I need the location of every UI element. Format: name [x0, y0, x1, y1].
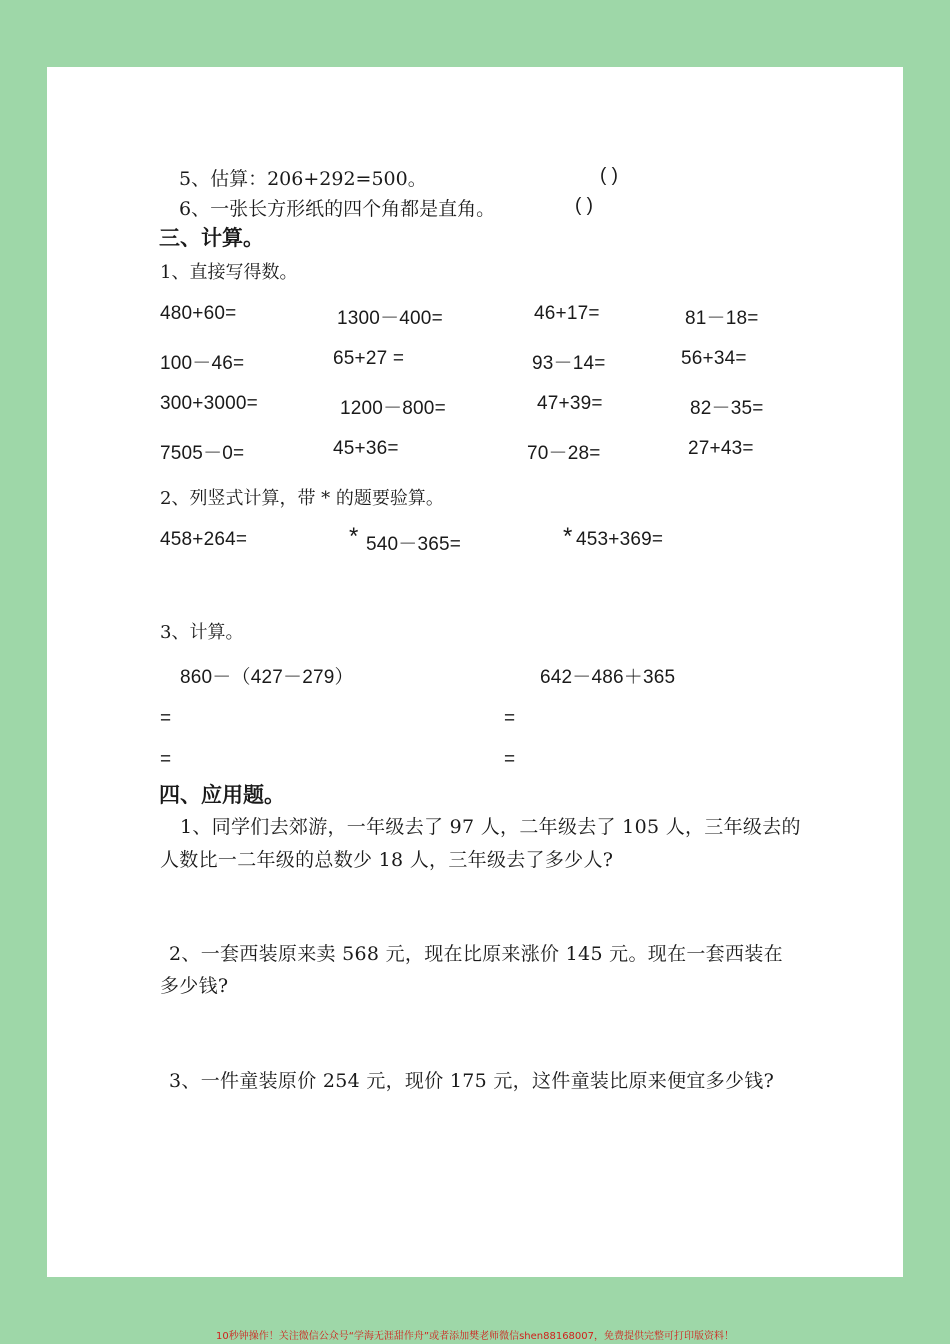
- mental-calc-r2-c1: 100－46=: [160, 353, 245, 374]
- check-star-mark: *: [563, 523, 573, 550]
- mental-calc-r3-c1: 300+3000=: [160, 393, 258, 414]
- answer-paren-6: ( ): [575, 195, 593, 216]
- part-3-title: 3、计算。: [160, 622, 244, 643]
- equals-sign: =: [160, 708, 172, 729]
- word-problem-2-line-2: 多少钱?: [160, 975, 229, 997]
- compute-right-expression: 642－486＋365: [540, 667, 676, 688]
- part-2-title: 2、列竖式计算，带 * 的题要验算。: [160, 488, 444, 509]
- equals-sign: =: [504, 708, 516, 729]
- word-problem-1-line-2: 人数比一二年级的总数少 18 人，三年级去了多少人?: [160, 849, 614, 871]
- judgement-item-6: 6、一张长方形纸的四个角都是直角。: [179, 198, 496, 220]
- mental-calc-r3-c3: 47+39=: [537, 393, 603, 414]
- mental-calc-r2-c2: 65+27 =: [333, 348, 405, 369]
- word-problem-3: 3、一件童装原价 254 元，现价 175 元，这件童装比原来便宜多少钱?: [169, 1070, 775, 1092]
- vertical-calc-3: 453+369=: [576, 529, 664, 550]
- mental-calc-r1-c4: 81－18=: [685, 308, 759, 329]
- word-problem-2-line-1: 2、一套西装原来卖 568 元，现在比原来涨价 145 元。现在一套西装在: [169, 943, 783, 965]
- mental-calc-r2-c4: 56+34=: [681, 348, 747, 369]
- check-star-mark: *: [349, 523, 359, 550]
- mental-calc-r4-c2: 45+36=: [333, 438, 399, 459]
- vertical-calc-1: 458+264=: [160, 529, 248, 550]
- section-3-title: 三、计算。: [159, 225, 264, 250]
- section-4-title: 四、应用题。: [159, 782, 285, 807]
- mental-calc-r2-c3: 93－14=: [532, 353, 606, 374]
- mental-calc-r4-c1: 7505－0=: [160, 443, 245, 464]
- mental-calc-r1-c3: 46+17=: [534, 303, 600, 324]
- mental-calc-r4-c3: 70－28=: [527, 443, 601, 464]
- compute-left-expression: 860－（427－279）: [180, 667, 354, 688]
- mental-calc-r1-c2: 1300－400=: [337, 308, 443, 329]
- judgement-item-5: 5、估算：206+292=500。: [179, 168, 427, 190]
- mental-calc-r1-c1: 480+60=: [160, 303, 237, 324]
- equals-sign: =: [160, 749, 172, 770]
- worksheet-page: [47, 67, 903, 1277]
- mental-calc-r3-c2: 1200－800=: [340, 398, 446, 419]
- vertical-calc-2: 540－365=: [366, 534, 462, 555]
- equals-sign: =: [504, 749, 516, 770]
- footer-notice: 10秒钟操作！关注微信公众号“学海无涯甜作舟”或者添加樊老师微信shen88168007，免费提供完整可打印版资料！: [215, 1331, 735, 1342]
- part-1-title: 1、直接写得数。: [160, 262, 298, 283]
- mental-calc-r3-c4: 82－35=: [690, 398, 764, 419]
- word-problem-1-line-1: 1、同学们去郊游，一年级去了 97 人，二年级去了 105 人，三年级去的: [180, 816, 801, 838]
- answer-paren-5: ( ): [600, 165, 618, 186]
- mental-calc-r4-c4: 27+43=: [688, 438, 754, 459]
